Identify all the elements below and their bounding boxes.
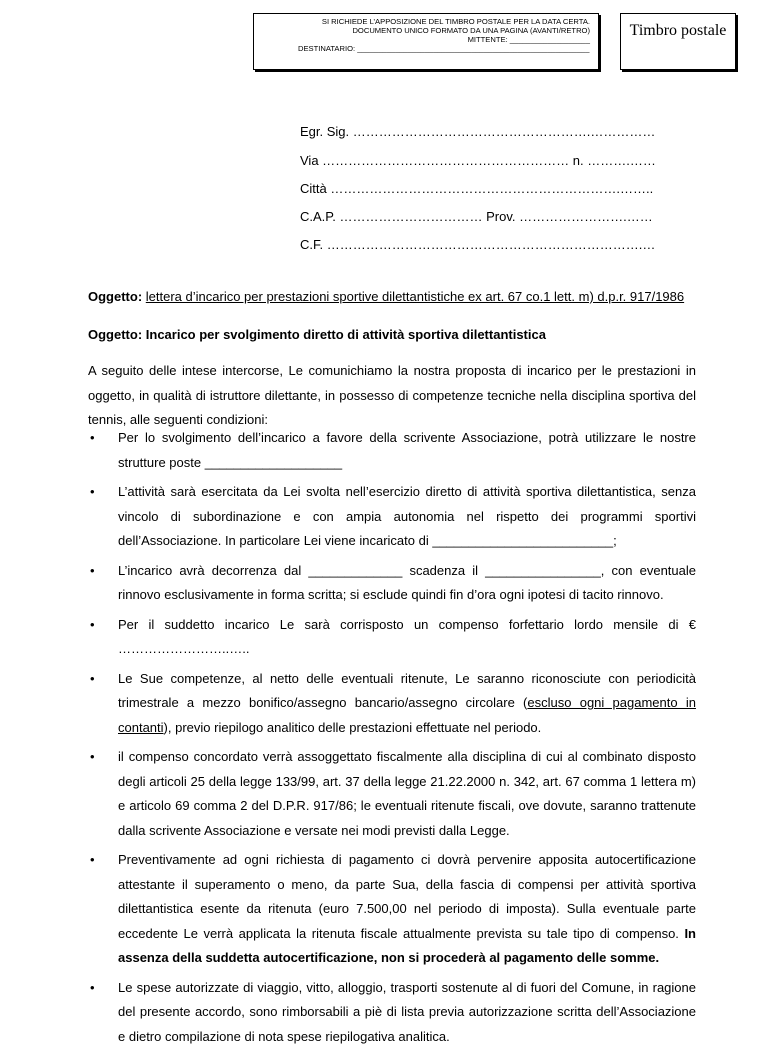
address-street-line: Via ………………………………………………… n. ……….…… — [300, 153, 656, 168]
header-line-2: DOCUMENTO UNICO FORMATO DA UNA PAGINA (AVANTI/RETRO) — [352, 26, 590, 35]
list-item — [88, 480, 696, 554]
postal-stamp-label: Timbro postale — [629, 22, 727, 39]
list-item — [88, 976, 696, 1050]
bullet-icon: • — [90, 670, 95, 686]
address-cap-line: C.A.P. …………………………… Prov. …………………….…… — [300, 209, 653, 224]
bullet-icon: • — [90, 852, 95, 867]
list-item-text: Per il suddetto incarico Le sarà corrisposto un compenso forfettario lordo mensile di € ……………………..….. — [118, 616, 696, 656]
list-item-text-end: ), previo riepilogo analitico delle prestazioni effettuate nel periodo. — [163, 719, 542, 735]
postal-stamp-box — [620, 13, 736, 70]
bullet-icon: • — [90, 616, 95, 632]
address-cf-line: C.F. ……………………………………………………………….… — [300, 237, 656, 252]
header-recipient-field: DESTINATARIO: _______________________________________________________ — [298, 44, 590, 53]
bullet-icon: • — [90, 749, 95, 764]
list-item-text: Le spese autorizzate di viaggio, vitto, alloggio, trasporti sostenute al di fuori del Comune, in ragione del presente accordo, sono rimborsabili a piè di lista previa autorizzazione scritta dell’Associazione e dietro compilazione di nota spese riepilogativa analitica. — [118, 979, 696, 1044]
list-item-text: L’attività sarà esercitata da Lei svolta nell’esercizio diretto di attività sportiva dilettantistica, senza vincolo di subordinazione e con ampia autonomia nel rispetto dei programmi sportivi dell’Associazione. In particolare Lei viene incaricato di _________________________; — [118, 484, 696, 548]
list-item-underlined-text: escluso ogni pagamento in contanti — [118, 695, 696, 735]
subject-line-1 — [88, 289, 684, 304]
intro-paragraph: A seguito delle intese intercorse, Le comunichiamo la nostra proposta di incarico per le prestazioni in oggetto, in qualità di istruttore dilettante, in possesso di competenze tecniche nella disciplina sportiva del tennis, alle seguenti condizioni: — [88, 363, 696, 427]
list-item-text: Preventivamente ad ogni richiesta di pagamento ci dovrà pervenire apposita autocertificazione attestante il superamento o meno, da parte Sua, della fascia di compensi per attività sportiva dilettantistica esente da ritenuta (euro 7.500,00 nel periodo di imposta). Sulla eventuale parte eccedente Le verrà applicata la ritenuta fiscale attualmente prevista su tale tipo di compenso. — [118, 852, 696, 941]
list-item-bold-text: In assenza della suddetta autocertificazione, non si procederà al pagamento delle somme. — [118, 925, 696, 965]
address-city-line: Città ………………………………………………………….…….. — [300, 181, 654, 196]
bullet-icon: • — [90, 484, 95, 499]
list-item-text: Le Sue competenze, al netto delle eventuali ritenute, Le saranno riconosciute con periodicità trimestrale a mezzo bonifico/assegno bancario/assegno circolare ( — [118, 670, 696, 710]
list-item — [88, 745, 696, 843]
conditions-list — [88, 426, 696, 1054]
subject-text: lettera d’incarico per prestazioni sportive dilettantistiche ex art. 67 co.1 lett. m) d.p.r. 917/1986 — [145, 289, 685, 304]
list-item — [88, 613, 696, 662]
bullet-icon: • — [90, 979, 95, 995]
subject-line-2: Oggetto: Incarico per svolgimento diretto di attività sportiva dilettantistica — [88, 327, 546, 342]
address-name-line: Egr. Sig. ……………………………………………….…………… — [300, 124, 656, 139]
header-sender-field: MITTENTE: ___________________ — [467, 35, 590, 44]
bullet-icon: • — [90, 562, 95, 578]
header-line-1: SI RICHIEDE L’APPOSIZIONE DEL TIMBRO POSTALE PER LA DATA CERTA. — [321, 17, 590, 26]
list-item-text: il compenso concordato verrà assoggettato fiscalmente alla disciplina di cui al combinato disposto degli articoli 25 della legge 133/99, art. 37 della legge 21.22.2000 n. 342, art. 67 comma 1 lettera m) e articolo 69 comma 2 del D.P.R. 917/86; le eventuali ritenute fiscali, ove dovute, saranno trattenute dalla scrivente Associazione e versate nei modi previsti dalla Legge. — [118, 749, 696, 838]
subject-label: Oggetto: — [88, 289, 143, 304]
list-item — [88, 426, 696, 475]
list-item-text: Per lo svolgimento dell’incarico a favore della scrivente Associazione, potrà utilizzare le nostre strutture poste ___________________ — [118, 430, 696, 470]
list-item — [88, 667, 696, 741]
list-item — [88, 559, 696, 608]
bullet-icon: • — [90, 430, 95, 445]
list-item-text: L’incarico avrà decorrenza dal _____________ scadenza il ________________, con eventuale rinnovo esclusivamente in forma scritta; si esclude quindi fin d’ora ogni ipotesi di tacito rinnovo. — [118, 562, 696, 602]
postal-stamp-request-box — [253, 13, 599, 70]
list-item — [88, 848, 696, 971]
